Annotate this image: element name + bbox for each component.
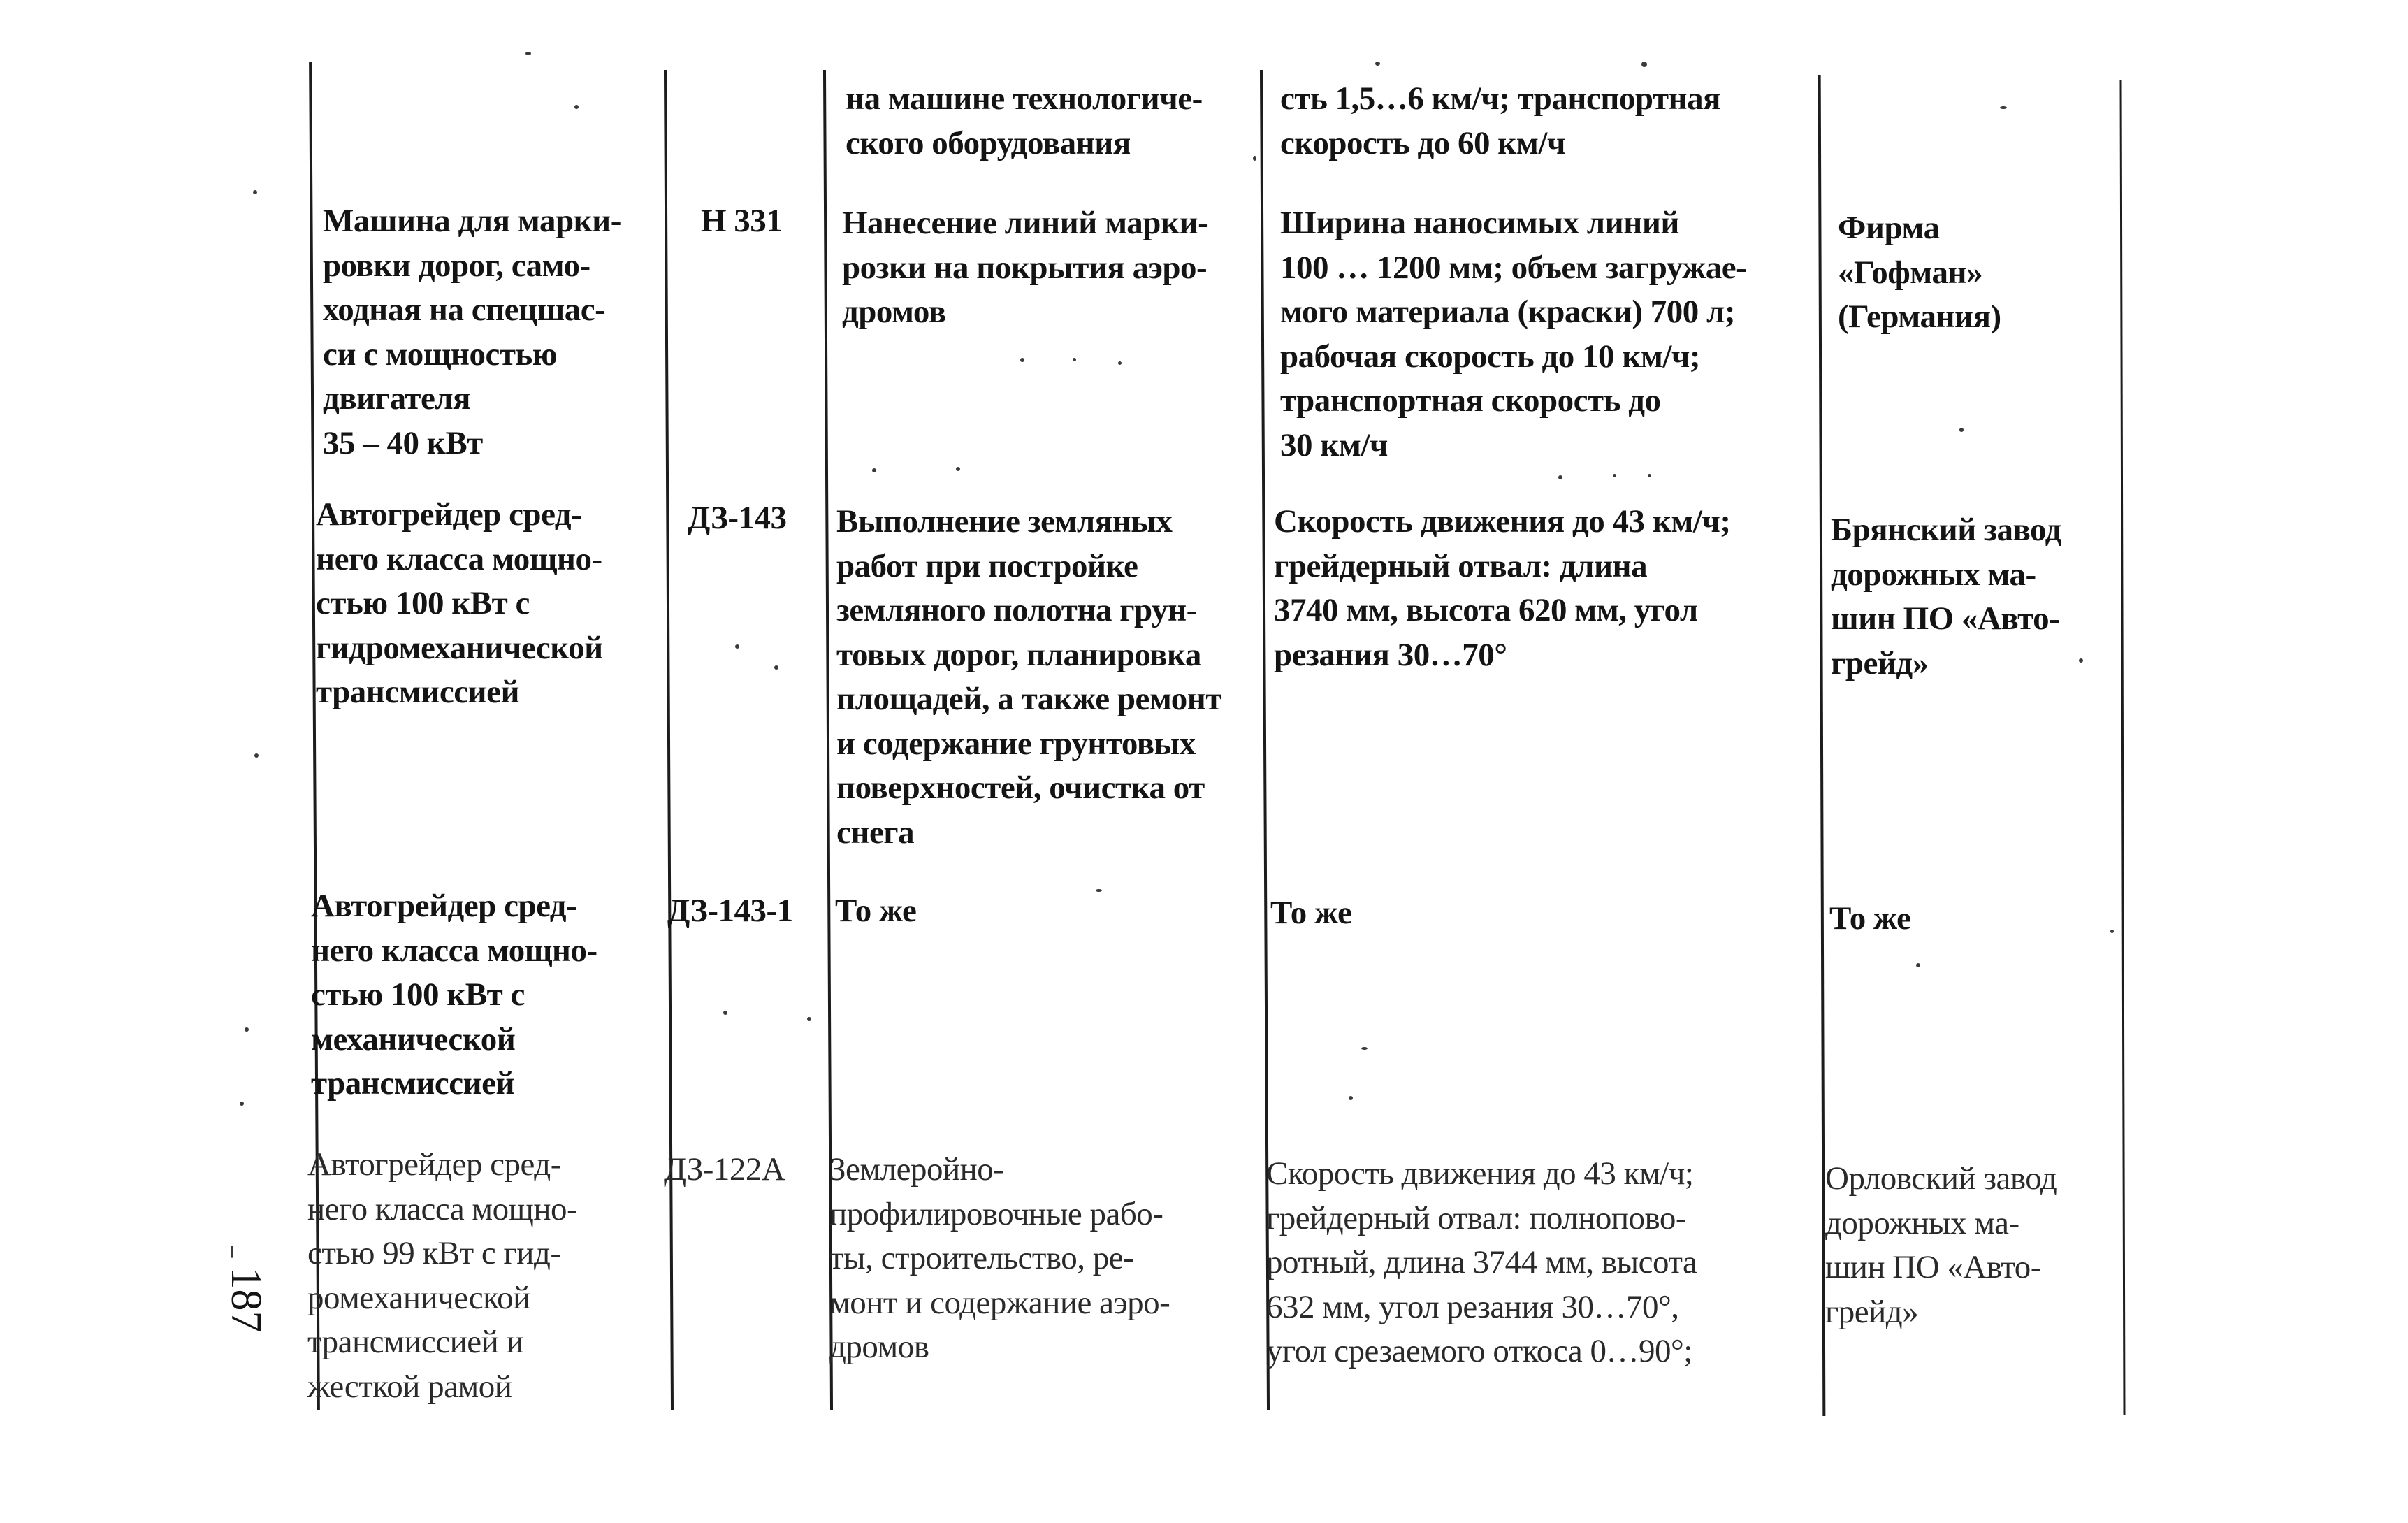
row3-maker: Брянский завод дорожных ма- шин ПО «Авто- грейд» — [1831, 512, 2061, 681]
row3-purpose: Выполнение земляных работ при постройке земляного полотна грун- товых дорог, планировка площадей, а также ремонт и содержание грунтовых поверхностей, очистка от снега — [836, 503, 1221, 851]
row2-maker: Фирма «Гофман» (Германия) — [1838, 210, 2001, 335]
row4-purpose: То же — [835, 893, 917, 929]
row3-name: Автогрейдер сред- него класса мощно- стью 100 кВт с гидромеханической трансмиссией — [316, 496, 603, 710]
table-rule-right — [2119, 80, 2125, 1415]
scan-speck — [1558, 475, 1562, 479]
table-rule-col5 — [1818, 75, 1826, 1416]
scan-speck — [1118, 361, 1122, 365]
scan-speck — [574, 105, 579, 109]
scan-speck — [1096, 889, 1102, 892]
row3-model: ДЗ-143 — [688, 500, 787, 536]
scan-speck — [807, 1017, 811, 1021]
scan-speck — [723, 1011, 727, 1015]
scan-speck — [1375, 62, 1380, 66]
scan-speck — [1073, 358, 1076, 361]
scan-speck — [253, 190, 257, 194]
row2-purpose: Нанесение линий марки- розки на покрытия аэро- дромов — [842, 205, 1209, 330]
scan-speck — [254, 753, 259, 758]
row5-name: Автогрейдер сред- него класса мощно- стью 99 кВт с гид- ромеханической трансмиссией и жесткой рамой — [307, 1146, 578, 1405]
scan-speck — [1253, 156, 1256, 161]
row5-maker: Орловский завод дорожных ма- шин ПО «Авто- грейд» — [1825, 1160, 2057, 1330]
row5-model: ДЗ-122А — [664, 1151, 785, 1188]
scan-speck — [231, 1246, 233, 1258]
row5-specs: Скорость движения до 43 км/ч; грейдерный отвал: полнопово- ротный, длина 3744 мм, высота 632 мм, угол резания 30…70°, угол срезаемого откоса 0…90°; — [1266, 1155, 1697, 1369]
scan-speck — [872, 468, 876, 472]
page-number: 187 — [222, 1267, 270, 1333]
row4-name: Автогрейдер сред- него класса мощно- стью 100 кВт с механической трансмиссией — [311, 888, 597, 1102]
scan-speck — [240, 1102, 244, 1106]
scan-speck — [1613, 474, 1616, 477]
row1-purpose: на машине технологиче- ского оборудования — [846, 80, 1203, 161]
scan-speck — [735, 644, 739, 649]
row3-specs: Скорость движения до 43 км/ч; грейдерный отвал: длина 3740 мм, высота 620 мм, угол резания 30…70° — [1274, 503, 1731, 673]
row4-specs: То же — [1270, 895, 1352, 931]
scan-speck — [1361, 1047, 1368, 1050]
scan-speck — [774, 665, 778, 670]
row2-model: Н 331 — [701, 203, 783, 239]
scan-speck — [1959, 428, 1964, 432]
scan-speck — [1916, 963, 1920, 967]
table-rule-col2 — [664, 70, 674, 1410]
row2-specs: Ширина наносимых линий 100 … 1200 мм; объем загружае- мого материала (краски) 700 л; рабочая скорость до 10 км/ч; транспортная скорость до 30 км/ч — [1280, 205, 1747, 463]
scan-speck — [1020, 358, 1024, 362]
row2-name: Машина для марки- ровки дорог, само- ходная на спецшас- си с мощностью двигателя 35 – 40 кВт — [323, 203, 621, 461]
scan-speck — [956, 467, 960, 471]
scan-speck — [2000, 106, 2007, 109]
row5-purpose: Землеройно- профилировочные рабо- ты, строительство, ре- монт и содержание аэро- дромов — [829, 1151, 1170, 1365]
scan-speck — [2110, 930, 2114, 933]
scan-speck — [1648, 474, 1651, 477]
scan-speck — [525, 52, 531, 55]
row4-model: ДЗ-143-1 — [667, 893, 793, 929]
scan-speck — [1349, 1096, 1353, 1100]
scan-speck — [245, 1027, 249, 1032]
scan-speck — [1641, 62, 1647, 67]
row4-maker: То же — [1829, 900, 1911, 937]
scan-speck — [2079, 658, 2083, 663]
row1-specs: сть 1,5…6 км/ч; транспортная скорость до 60 км/ч — [1280, 80, 1721, 161]
